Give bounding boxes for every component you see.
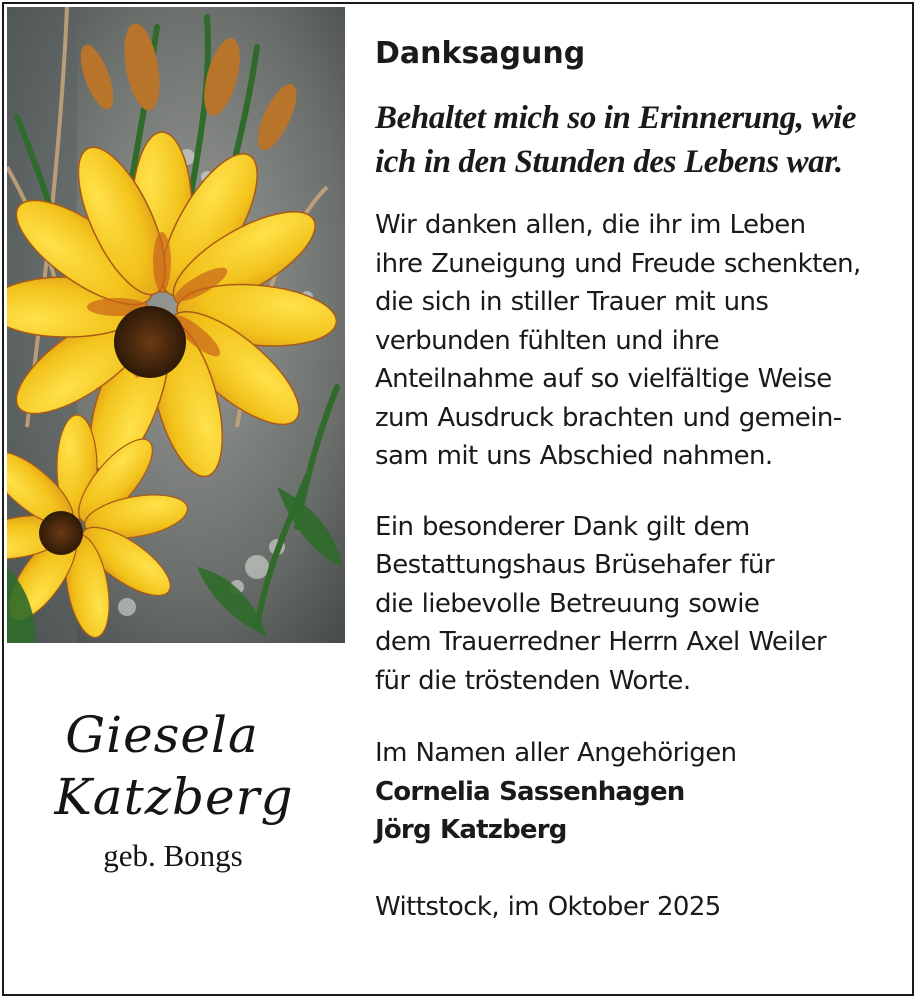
deceased-last-name: Katzberg [54,768,294,826]
signature-name: Cornelia Sassenhagen [375,776,685,807]
deceased-name-block [7,704,345,876]
special-thanks-line: die liebevolle Betreuung sowie [375,588,760,619]
thanks-paragraph [375,206,905,476]
sunflower-painting-image [7,7,345,643]
text-column [375,30,905,926]
special-thanks-paragraph [375,508,905,701]
thanks-line: sam mit uns Abschied nahmen. [375,441,773,471]
place-date [375,888,905,927]
deceased-first-name: Giesela [65,706,259,764]
signature-name: Jörg Katzberg [375,815,567,845]
signature-block [375,734,905,850]
motto-line: Behaltet mich so in Erinnerung, wie [375,100,857,136]
special-thanks-line: Bestattungshaus Brüsehafer für [375,550,774,580]
motto-line: ich in den Stunden des Lebens war. [375,144,843,180]
thanks-line: die sich in stiller Trauer mit uns [375,287,769,317]
place-date-text: Wittstock, im Oktober 2025 [375,891,721,922]
motto-quote [375,96,905,184]
special-thanks-line: für die tröstenden Worte. [375,665,691,696]
special-thanks-line: dem Trauerredner Herrn Axel Weiler [375,627,827,657]
thanks-line: verbunden fühlten und ihre [375,325,719,356]
thanks-line: zum Ausdruck brachten und gemein- [375,402,842,433]
deceased-birth-name: geb. Bongs [103,838,243,873]
thanks-line: ihre Zuneigung und Freude schenkten, [375,248,861,279]
heading-title: Danksagung [375,36,586,71]
special-thanks-line: Ein besonderer Dank gilt dem [375,511,750,542]
obituary-card [2,2,914,996]
thanks-line: Anteilnahme auf so vielfältige Weise [375,364,832,394]
signature-intro: Im Namen aller Angehörigen [375,738,737,768]
thanks-line: Wir danken allen, die ihr im Leben [375,210,806,240]
